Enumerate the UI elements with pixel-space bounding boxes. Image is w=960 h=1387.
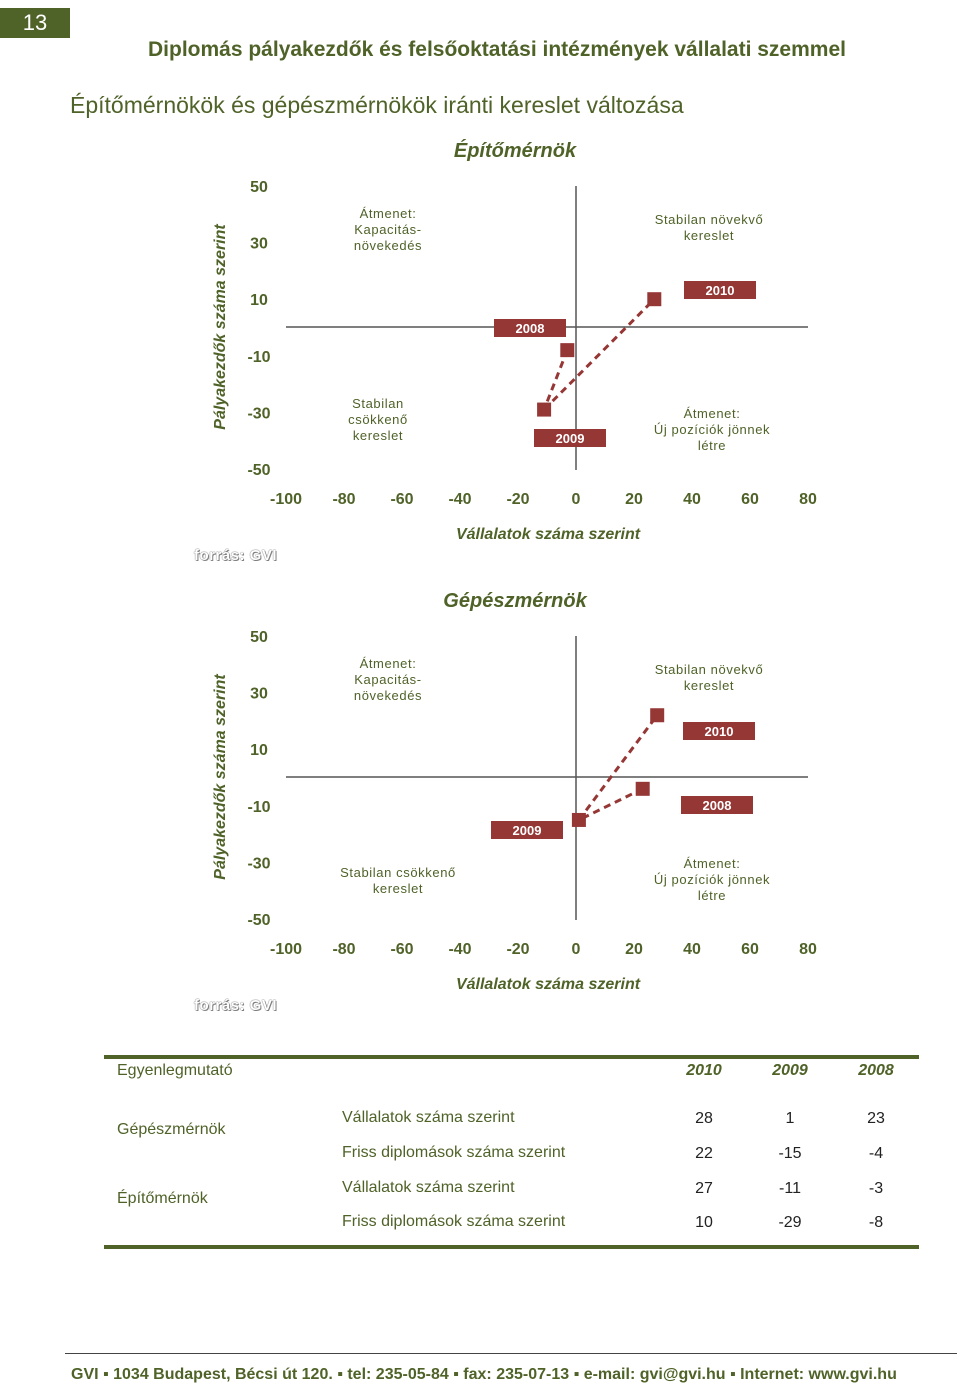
table-cell: 1 bbox=[785, 1110, 795, 1127]
y-axis-label: Pályakezdők száma szerint bbox=[212, 224, 229, 430]
y-tick-label: -30 bbox=[247, 855, 271, 873]
table-row-label: Vállalatok száma szerint bbox=[342, 1179, 515, 1196]
data-point-2010 bbox=[650, 708, 664, 722]
table-group-name: Építőmérnök bbox=[117, 1190, 208, 1207]
header-title: Diplomás pályakezdők és felsőoktatási intézmények vállalati szemmel bbox=[148, 38, 846, 61]
quadrant-label-bottom-left: Stabilan csökkenő kereslet bbox=[348, 396, 408, 443]
table-year: 2009 bbox=[772, 1062, 808, 1079]
table-cell: -29 bbox=[778, 1214, 802, 1231]
data-point-2008 bbox=[636, 782, 650, 796]
x-tick-label: 80 bbox=[799, 491, 817, 508]
table-row-label: Friss diplomások száma szerint bbox=[342, 1144, 566, 1161]
year-label: 2010 bbox=[705, 283, 735, 298]
y-tick-label: 50 bbox=[250, 179, 268, 196]
table-cell: 28 bbox=[695, 1110, 713, 1127]
page-number: 13 bbox=[0, 8, 70, 38]
table-group-name: Gépészmérnök bbox=[117, 1121, 226, 1138]
chart-title: Építőmérnök bbox=[453, 140, 577, 162]
x-tick-label: 20 bbox=[625, 491, 643, 508]
x-tick-label: -80 bbox=[332, 941, 356, 958]
trend-line bbox=[579, 789, 643, 820]
quadrant-label-top-right: Stabilan növekvő kereslet bbox=[654, 662, 764, 693]
table-row-label: Friss diplomások száma szerint bbox=[342, 1213, 566, 1230]
x-tick-label: -20 bbox=[506, 941, 530, 958]
quadrant-label-top-right: Stabilan növekvő kereslet bbox=[654, 212, 764, 243]
x-axis-label: Vállalatok száma szerint bbox=[455, 976, 641, 993]
data-point-2009 bbox=[572, 813, 586, 827]
year-label: 2009 bbox=[512, 823, 542, 838]
x-tick-label: 20 bbox=[625, 941, 643, 958]
y-tick-label: 10 bbox=[250, 742, 268, 760]
quadrant-label-bottom-right: Átmenet: Új pozíciók jönnek létre bbox=[653, 856, 771, 903]
quadrant-label-top-left: Átmenet: Kapacitás-növekedés bbox=[353, 206, 423, 253]
table-cell: 23 bbox=[867, 1110, 885, 1127]
y-axis-label: Pályakezdők száma szerint bbox=[212, 674, 229, 880]
year-label: 2009 bbox=[555, 431, 585, 446]
data-point-2008 bbox=[560, 343, 574, 357]
x-tick-label: 40 bbox=[683, 491, 701, 508]
x-tick-label: -60 bbox=[390, 491, 414, 508]
year-label: 2010 bbox=[704, 724, 734, 739]
x-axis-label: Vállalatok száma szerint bbox=[455, 526, 641, 543]
x-tick-label: 0 bbox=[571, 491, 581, 508]
table-cell: -8 bbox=[868, 1214, 884, 1231]
table-cell: -15 bbox=[778, 1145, 802, 1162]
table-cell: -4 bbox=[868, 1145, 884, 1162]
chart-title: Gépészmérnök bbox=[443, 590, 587, 612]
x-tick-label: 0 bbox=[571, 941, 581, 958]
y-tick-label: 50 bbox=[250, 629, 268, 646]
data-point-2009 bbox=[537, 403, 551, 417]
chart-epitomernok-svg bbox=[0, 130, 960, 580]
quadrant-label-bottom-left: Stabilan csökkenő kereslet bbox=[340, 865, 456, 896]
chart-gepeszmernok bbox=[0, 580, 960, 1030]
quadrant-label-bottom-right: Átmenet: Új pozíciók jönnek létre bbox=[653, 406, 771, 453]
trend-line bbox=[544, 350, 567, 409]
trend-line bbox=[579, 715, 657, 820]
chart-source: forrás: GVI bbox=[194, 547, 278, 564]
x-tick-label: -20 bbox=[506, 491, 530, 508]
x-tick-label: 60 bbox=[741, 491, 759, 508]
x-tick-label: 60 bbox=[741, 941, 759, 958]
y-tick-label: -50 bbox=[247, 462, 271, 479]
quadrant-label-top-left: Átmenet: Kapacitás-növekedés bbox=[353, 656, 423, 703]
table-year: 2008 bbox=[858, 1062, 894, 1079]
chart-epitomernok bbox=[0, 130, 960, 580]
table-cell: 22 bbox=[695, 1145, 713, 1162]
x-tick-label: 40 bbox=[683, 941, 701, 958]
x-tick-label: 80 bbox=[799, 941, 817, 958]
balance-table bbox=[104, 1055, 919, 1250]
table-cell: -11 bbox=[779, 1180, 801, 1197]
table-cell: 10 bbox=[695, 1214, 713, 1231]
year-label: 2008 bbox=[515, 321, 545, 336]
x-tick-label: -40 bbox=[448, 941, 472, 958]
chart-source: forrás: GVI bbox=[194, 997, 278, 1014]
y-tick-label: -10 bbox=[247, 798, 271, 816]
x-tick-label: -100 bbox=[269, 491, 303, 508]
y-tick-label: -10 bbox=[247, 348, 271, 366]
x-tick-label: -40 bbox=[448, 491, 472, 508]
data-point-2010 bbox=[647, 292, 661, 306]
x-tick-label: -80 bbox=[332, 491, 356, 508]
x-tick-label: -60 bbox=[390, 941, 414, 958]
page-subtitle: Építőmérnökök és gépészmérnökök iránti kereslet változása bbox=[70, 92, 684, 118]
table-cell: -3 bbox=[868, 1180, 884, 1197]
footer-rule bbox=[65, 1353, 957, 1354]
table-year: 2010 bbox=[686, 1062, 722, 1079]
footer-contact: GVI ▪ 1034 Budapest, Bécsi út 120. ▪ tel: 235-05-84 ▪ fax: 235-07-13 ▪ e-mail: gvi@gvi.hu ▪ Internet: www.gvi.hu bbox=[71, 1366, 897, 1383]
x-tick-label: -100 bbox=[269, 941, 303, 958]
y-tick-label: -30 bbox=[247, 405, 271, 423]
table-bottom-rule bbox=[104, 1245, 919, 1249]
table-header: Egyenlegmutató bbox=[117, 1062, 233, 1079]
table-cell: 27 bbox=[695, 1180, 713, 1197]
chart-gepeszmernok-svg bbox=[0, 580, 960, 1030]
y-tick-label: 30 bbox=[250, 235, 268, 253]
y-tick-label: 30 bbox=[250, 685, 268, 703]
y-tick-label: 10 bbox=[250, 292, 268, 310]
year-label: 2008 bbox=[702, 798, 732, 813]
table-row-label: Vállalatok száma szerint bbox=[342, 1109, 515, 1126]
y-tick-label: -50 bbox=[247, 912, 271, 929]
table-top-rule bbox=[104, 1055, 919, 1059]
